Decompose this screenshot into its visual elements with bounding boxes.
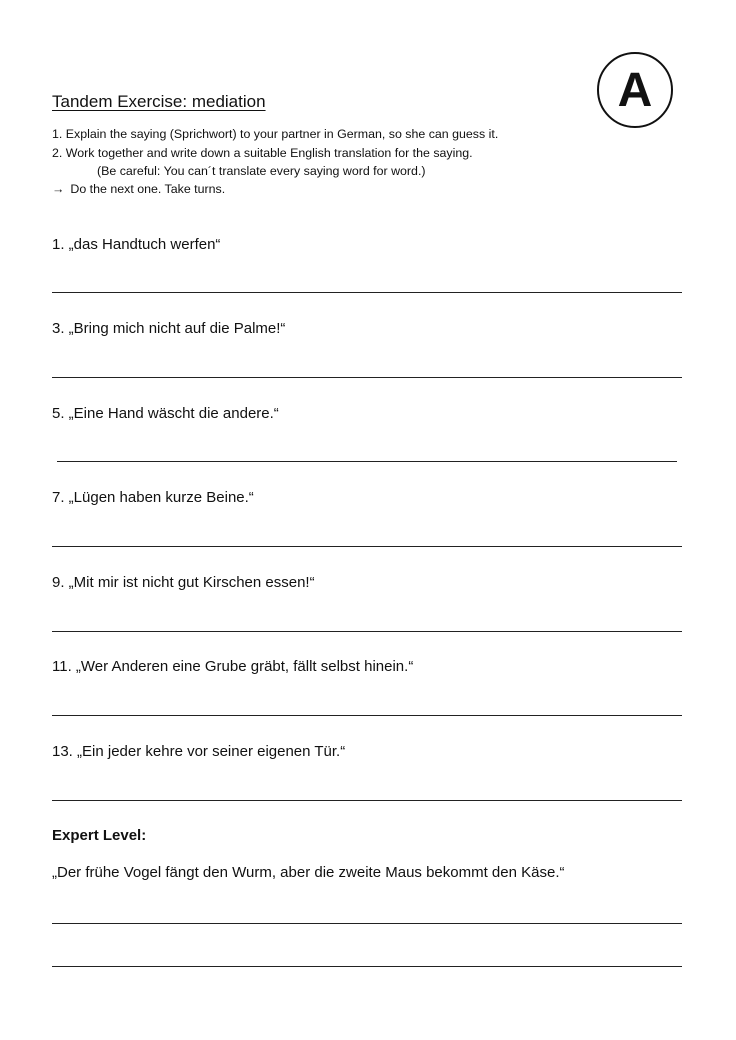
answer-line-3[interactable] xyxy=(52,377,682,378)
saying-7: 7. „Lügen haben kurze Beine.“ xyxy=(52,489,254,506)
answer-line-9[interactable] xyxy=(52,631,682,632)
instruction-next xyxy=(52,182,225,196)
expert-heading: Expert Level: xyxy=(52,827,147,844)
version-badge: A xyxy=(597,52,673,128)
answer-line-11[interactable] xyxy=(52,715,682,716)
saying-5: 5. „Eine Hand wäscht die andere.“ xyxy=(52,405,279,422)
answer-line-13[interactable] xyxy=(52,800,682,801)
instruction-step-2: 2. Work together and write down a suitable English translation for the saying. xyxy=(52,146,473,160)
expert-saying: „Der frühe Vogel fängt den Wurm, aber die zweite Maus bekommt den Käse.“ xyxy=(52,864,565,881)
instruction-next-text: Do the next one. Take turns. xyxy=(70,182,226,196)
expert-answer-line-1[interactable] xyxy=(52,923,682,924)
answer-line-1[interactable] xyxy=(52,292,682,293)
answer-line-7[interactable] xyxy=(52,546,682,547)
expert-answer-line-2[interactable] xyxy=(52,966,682,967)
saying-13: 13. „Ein jeder kehre vor seiner eigenen Tür.“ xyxy=(52,743,346,760)
saying-1: 1. „das Handtuch werfen“ xyxy=(52,236,221,253)
saying-11: 11. „Wer Anderen eine Grube gräbt, fällt selbst hinein.“ xyxy=(52,658,414,675)
arrow-right-icon: → xyxy=(52,182,65,196)
instruction-step-1: 1. Explain the saying (Sprichwort) to your partner in German, so she can guess it. xyxy=(52,127,499,141)
page-title: Tandem Exercise: mediation xyxy=(52,92,266,111)
instruction-note: (Be careful: You can´t translate every saying word for word.) xyxy=(97,164,426,178)
answer-line-5[interactable] xyxy=(57,461,677,462)
saying-9: 9. „Mit mir ist nicht gut Kirschen essen!“ xyxy=(52,574,315,591)
saying-3: 3. „Bring mich nicht auf die Palme!“ xyxy=(52,320,286,337)
